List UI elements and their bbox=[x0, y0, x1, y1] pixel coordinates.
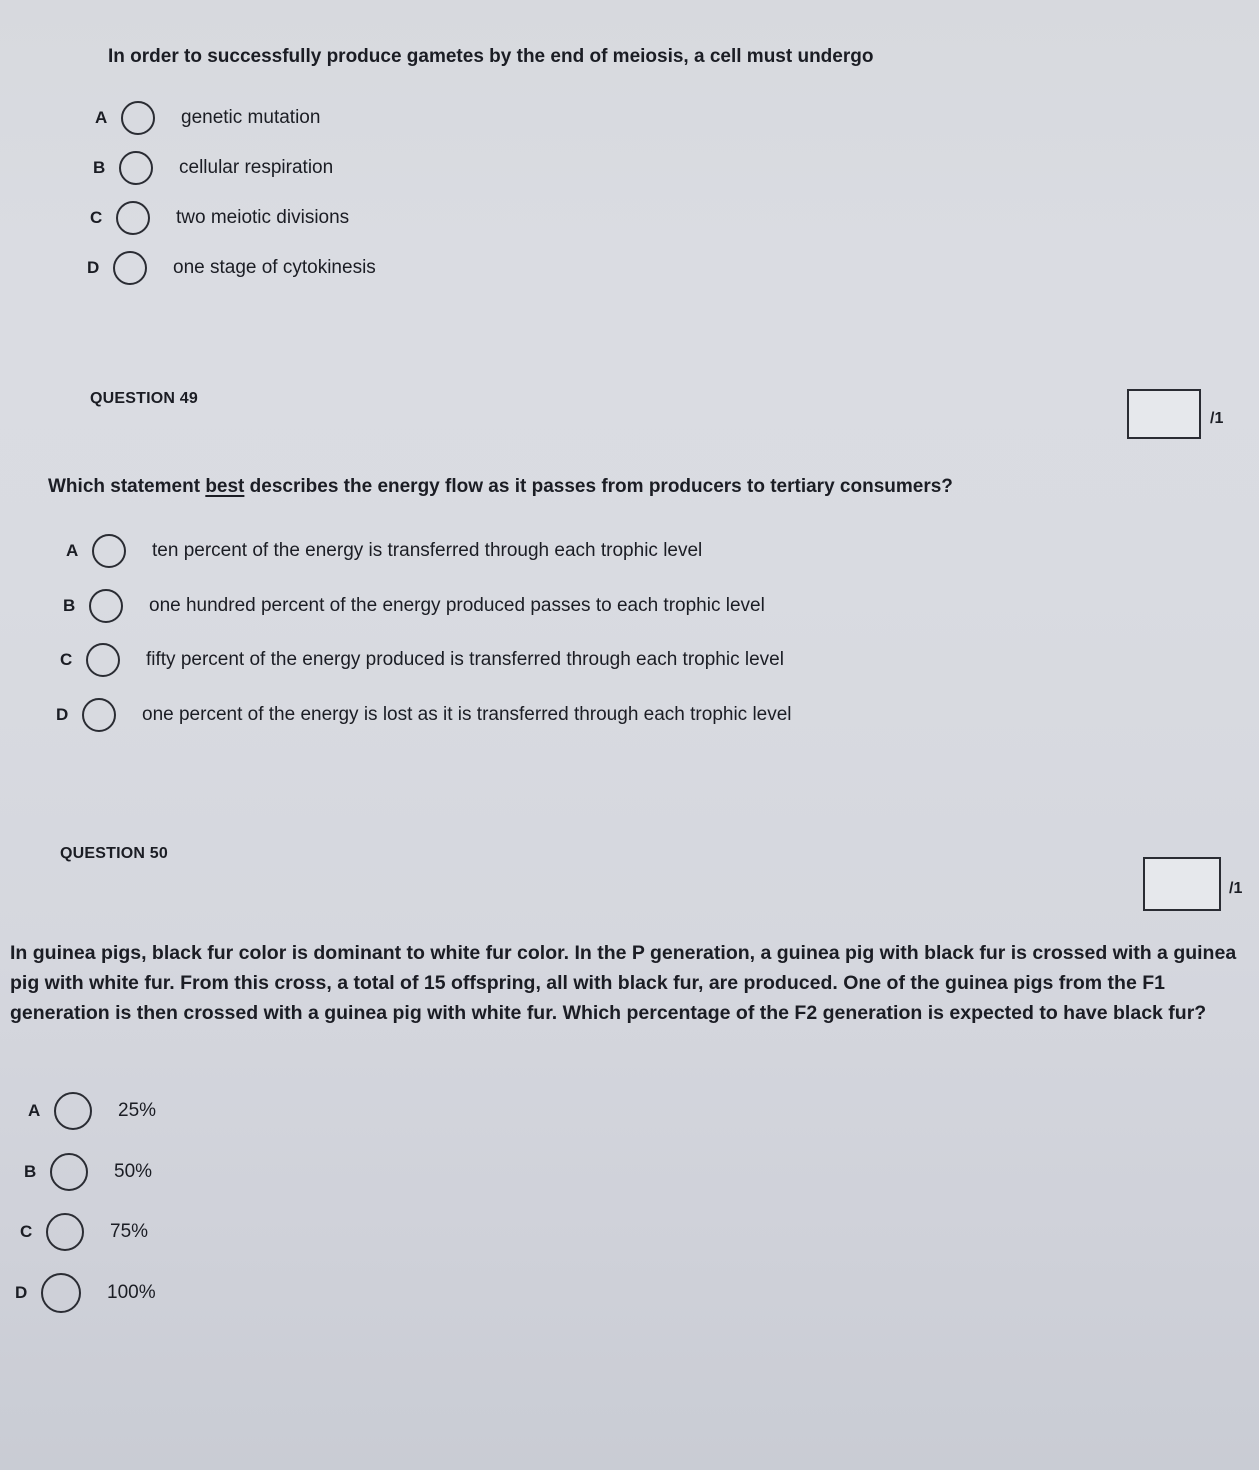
q50-radio-d[interactable] bbox=[41, 1273, 81, 1313]
option-text: two meiotic divisions bbox=[176, 207, 350, 228]
option-letter: C bbox=[90, 208, 103, 227]
stem-emphasis: best bbox=[205, 476, 245, 497]
q50-score-input[interactable] bbox=[1143, 857, 1221, 911]
q49-option-d[interactable] bbox=[56, 695, 792, 735]
question-49-stem bbox=[48, 472, 1238, 502]
question-48-stem: In order to successfully produce gametes by the end of meiosis, a cell must undergo bbox=[108, 46, 874, 67]
option-text: genetic mutation bbox=[181, 107, 321, 128]
q49-option-b[interactable] bbox=[63, 586, 765, 626]
option-letter: C bbox=[20, 1222, 33, 1241]
option-text: 25% bbox=[118, 1100, 157, 1121]
option-text: 100% bbox=[107, 1282, 156, 1303]
q48-option-b[interactable] bbox=[93, 148, 333, 188]
option-letter: B bbox=[93, 158, 106, 177]
q49-radio-a[interactable] bbox=[92, 534, 126, 568]
q48-option-d[interactable] bbox=[87, 248, 376, 288]
option-letter: D bbox=[87, 258, 100, 277]
q48-radio-d[interactable] bbox=[113, 251, 147, 285]
option-text: one percent of the energy is lost as it is transferred through each trophic level bbox=[142, 704, 792, 725]
stem-part: Which statement bbox=[48, 476, 206, 497]
q49-max-score: /1 bbox=[1210, 410, 1224, 427]
q48-radio-a[interactable] bbox=[121, 101, 155, 135]
q50-radio-b[interactable] bbox=[50, 1153, 88, 1191]
q50-option-c[interactable] bbox=[20, 1212, 148, 1252]
q49-option-a[interactable] bbox=[66, 531, 702, 571]
q49-option-c[interactable] bbox=[60, 640, 784, 680]
q50-radio-a[interactable] bbox=[54, 1092, 92, 1130]
q50-option-d[interactable] bbox=[15, 1273, 156, 1313]
option-text: one stage of cytokinesis bbox=[173, 257, 376, 278]
stem-part: describes the energy flow as it passes from producers to tertiary consumers? bbox=[244, 476, 953, 497]
option-text: cellular respiration bbox=[179, 157, 334, 178]
q48-radio-b[interactable] bbox=[119, 151, 153, 185]
question-50-label: QUESTION 50 bbox=[60, 845, 169, 862]
option-text: fifty percent of the energy produced is transferred through each trophic level bbox=[146, 649, 784, 670]
q50-max-score: /1 bbox=[1229, 880, 1243, 897]
q49-radio-c[interactable] bbox=[86, 643, 120, 677]
q49-radio-d[interactable] bbox=[82, 698, 116, 732]
option-text: 75% bbox=[110, 1221, 149, 1242]
question-50-stem: In guinea pigs, black fur color is dominant to white fur color. In the P generation, a guinea pig with black fur is crossed with a guinea pig with white fur. From this cross, a total of 15 offspring, all with black fur, are produced. One of the guinea pigs from the F1 generation is then crossed with a guinea pig with white fur. Which percentage of the F2 generation is expected to have black fur? bbox=[10, 942, 1237, 1024]
option-text: one hundred percent of the energy produced passes to each trophic level bbox=[149, 595, 765, 616]
option-letter: A bbox=[66, 541, 79, 560]
question-49-label: QUESTION 49 bbox=[90, 390, 199, 407]
q49-score-input[interactable] bbox=[1127, 389, 1201, 439]
option-letter: C bbox=[60, 650, 73, 669]
option-letter: B bbox=[63, 596, 76, 615]
option-text: 50% bbox=[114, 1161, 153, 1182]
q49-radio-b[interactable] bbox=[89, 589, 123, 623]
option-text: ten percent of the energy is transferred through each trophic level bbox=[152, 540, 703, 561]
option-letter: D bbox=[56, 705, 69, 724]
option-letter: A bbox=[95, 108, 108, 127]
q48-option-a[interactable] bbox=[95, 98, 320, 138]
option-letter: D bbox=[15, 1283, 28, 1302]
q50-radio-c[interactable] bbox=[46, 1213, 84, 1251]
option-letter: A bbox=[28, 1101, 41, 1120]
q50-option-a[interactable] bbox=[28, 1091, 156, 1131]
q48-option-c[interactable] bbox=[90, 198, 349, 238]
q48-radio-c[interactable] bbox=[116, 201, 150, 235]
option-letter: B bbox=[24, 1162, 37, 1181]
q50-option-b[interactable] bbox=[24, 1152, 152, 1192]
